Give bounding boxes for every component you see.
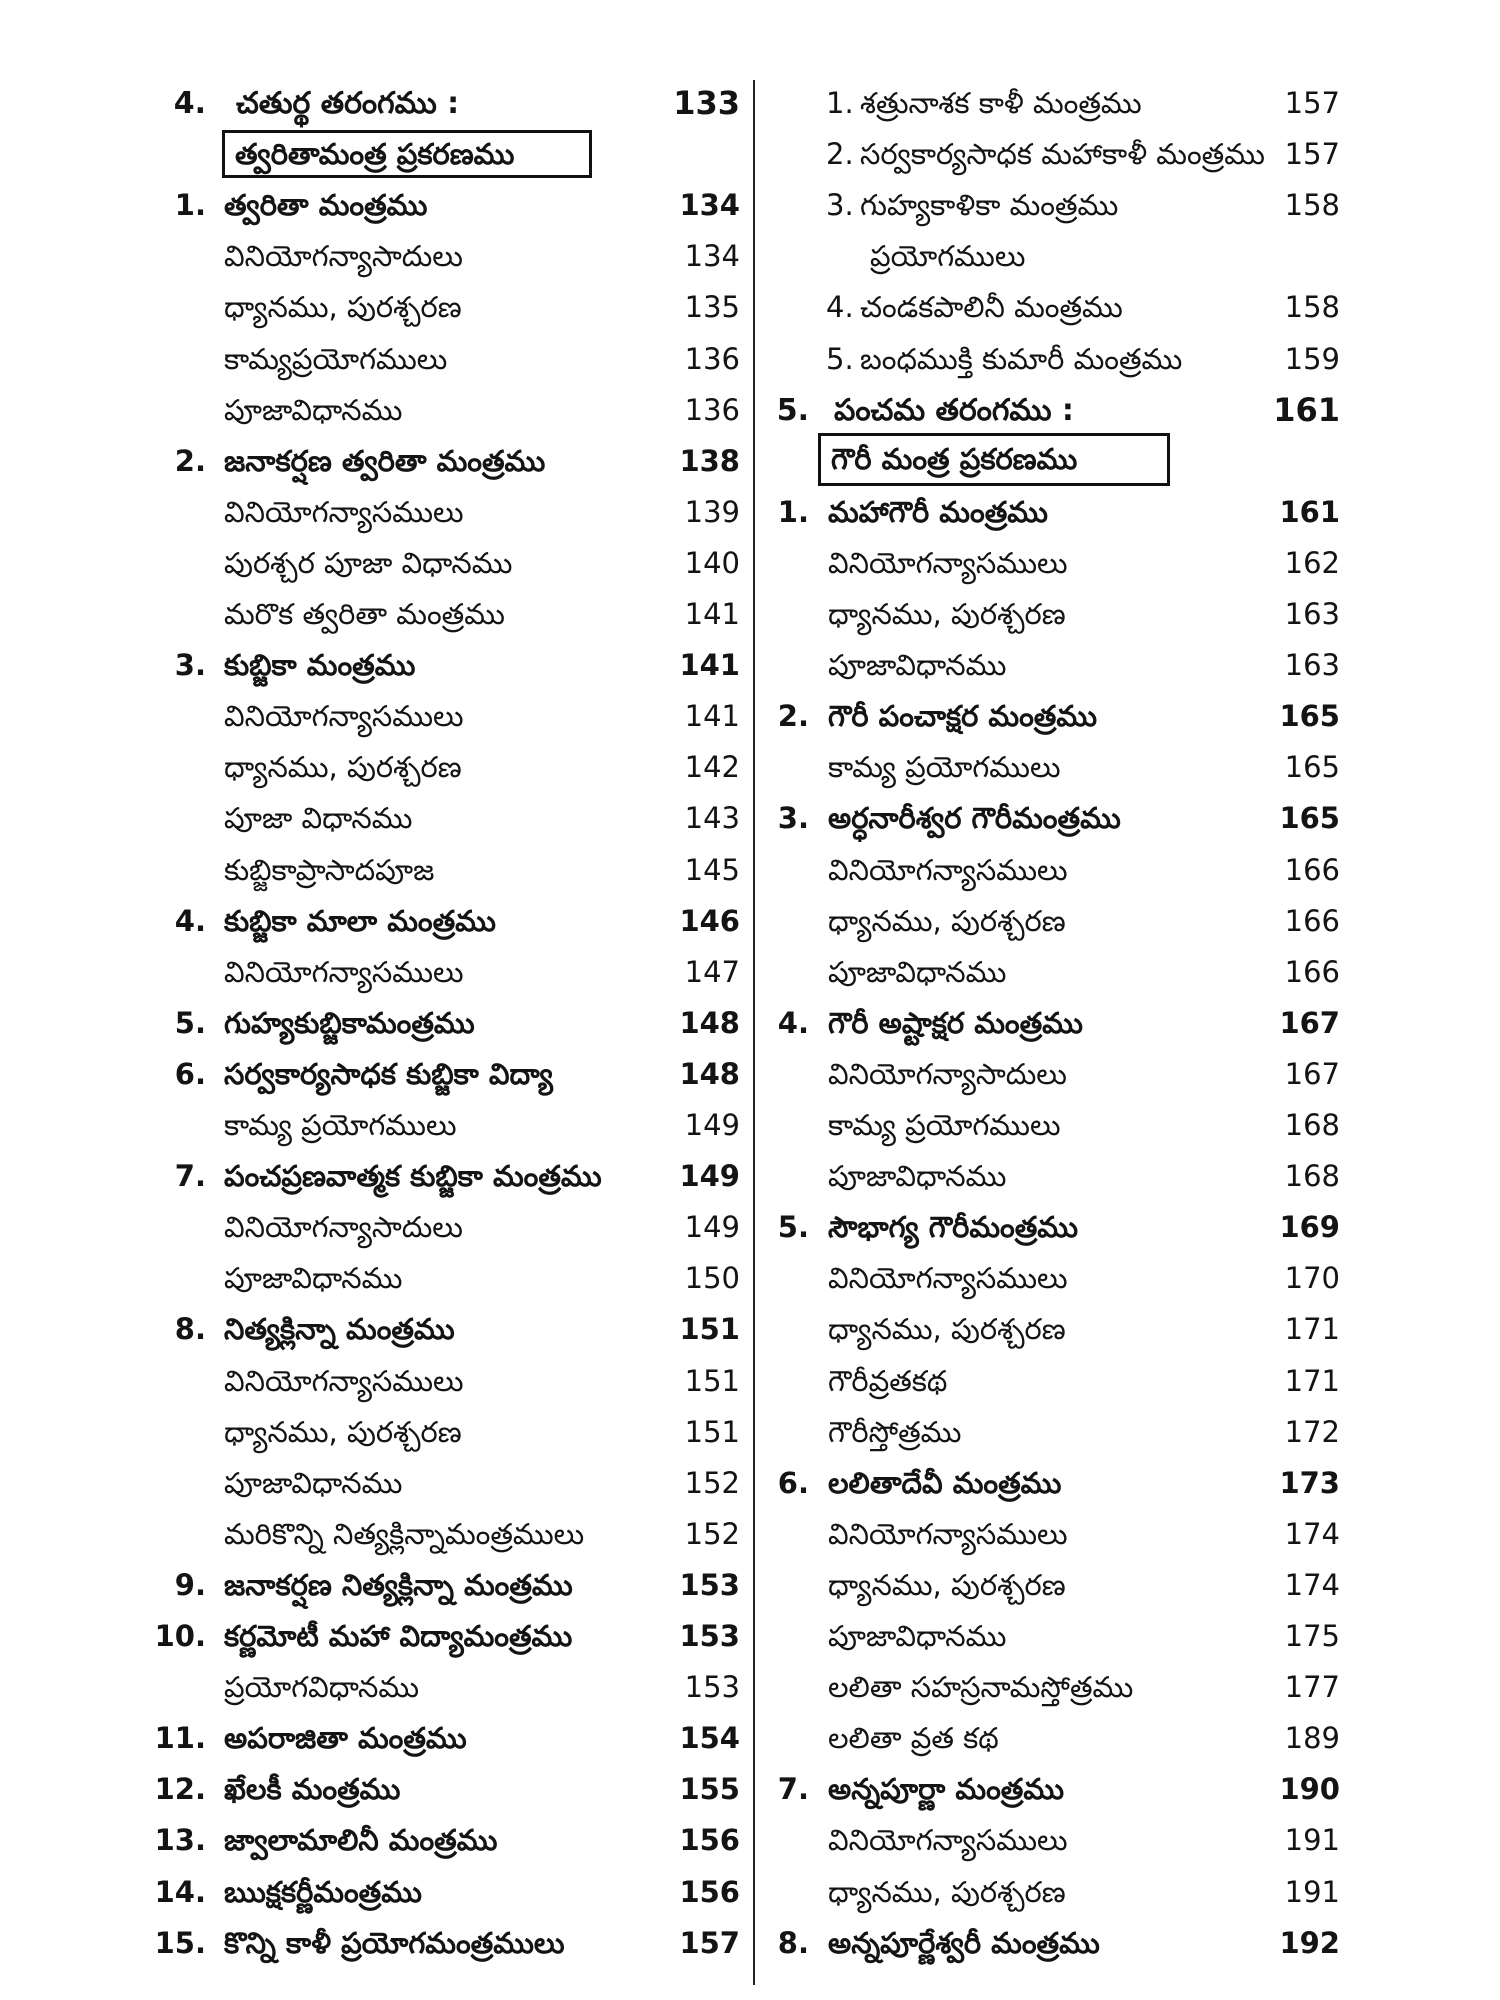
entry-page: 172 <box>1284 1414 1340 1449</box>
entry-page: 162 <box>1284 545 1340 580</box>
entry-number: 13. <box>154 1823 206 1858</box>
entry-title: కుబ్జికా మంత్రము <box>224 648 416 683</box>
entry-title: ధ్యానము, పురశ్చరణ <box>828 1312 1066 1347</box>
entry-page: 167 <box>1279 1005 1340 1040</box>
toc-entry <box>754 1713 1500 1764</box>
toc-entry <box>754 589 1500 640</box>
entry-page: 163 <box>1284 648 1340 683</box>
entry-page: 151 <box>679 1312 740 1347</box>
entry-title: కామ్య ప్రయోగములు <box>828 750 1061 785</box>
toc-entry <box>0 1202 754 1253</box>
entry-title: వినియోగన్యాసములు <box>224 494 464 529</box>
toc-entry <box>0 998 754 1049</box>
entry-number: 4. <box>826 290 854 325</box>
toc-entry <box>754 231 1500 282</box>
entry-number: 3. <box>826 188 854 223</box>
toc-entry <box>0 1407 754 1458</box>
toc-entry <box>754 1253 1500 1304</box>
entry-title: పూజావిధానము <box>224 1465 403 1500</box>
entry-title: పూజావిధానము <box>828 954 1007 989</box>
entry-number: 7. <box>174 1159 206 1194</box>
chapter-page: 161 <box>1273 390 1340 429</box>
toc-entry <box>754 998 1500 1049</box>
entry-number: 5. <box>826 341 854 376</box>
entry-page: 169 <box>1279 1210 1340 1245</box>
entry-number: 8. <box>777 1925 809 1960</box>
toc-entry <box>0 231 754 282</box>
entry-page: 135 <box>684 290 740 325</box>
entry-title: వినియోగన్యాసములు <box>224 954 464 989</box>
entry-title: గౌరీ అష్టాక్షర మంత్రము <box>828 1005 1083 1040</box>
entry-title: కామ్య ప్రయోగములు <box>224 1108 457 1142</box>
entry-number: 6. <box>777 1465 809 1500</box>
toc-entry <box>754 1611 1500 1662</box>
entry-page: 136 <box>684 392 740 427</box>
entry-page: 192 <box>1279 1925 1340 1960</box>
chapter-number: 5. <box>776 392 809 428</box>
toc-entry <box>0 538 754 589</box>
entry-number: 3. <box>777 801 809 836</box>
entry-page: 156 <box>679 1823 740 1858</box>
entry-page: 163 <box>1284 597 1340 631</box>
toc-entry <box>754 640 1500 691</box>
chapter-number: 4. <box>173 86 206 121</box>
entry-title: మరికొన్ని నిత్యక్లిన్నామంత్రములు <box>224 1516 585 1551</box>
entry-title: ధ్యానము, పురశ్చరణ <box>828 1874 1066 1909</box>
toc-entry <box>0 282 754 333</box>
entry-title: గౌరీ పంచాక్షర మంత్రము <box>828 699 1098 734</box>
entry-page: 146 <box>679 903 740 938</box>
entry-page: 149 <box>679 1159 740 1194</box>
toc-entry <box>754 129 1500 180</box>
toc-entry <box>754 1151 1500 1202</box>
entry-page: 158 <box>1284 290 1340 325</box>
entry-title: ఋక్షకర్ణీమంత్రము <box>224 1874 422 1909</box>
entry-title: గౌరీవ్రతకథ <box>828 1363 948 1398</box>
entry-page: 142 <box>684 750 740 785</box>
entry-number: 3. <box>174 648 206 683</box>
right-column <box>754 0 1500 2000</box>
toc-entry <box>754 845 1500 896</box>
toc-entry <box>0 1918 754 1969</box>
entry-page: 154 <box>679 1721 740 1756</box>
entry-page: 190 <box>1279 1772 1340 1807</box>
entry-page: 134 <box>684 239 740 274</box>
entry-page: 171 <box>1284 1363 1340 1398</box>
chapter-page: 133 <box>673 84 740 122</box>
toc-entry <box>0 896 754 947</box>
entry-page: 177 <box>1284 1670 1340 1705</box>
toc-entry <box>754 793 1500 844</box>
entry-title: జనాకర్షణ త్వరితా మంత్రము <box>224 443 546 478</box>
entry-page: 161 <box>1279 494 1340 529</box>
entry-title: జ్వాలామాలినీ మంత్రము <box>224 1823 498 1858</box>
entry-title: వినియోగన్యాసములు <box>828 1823 1068 1858</box>
entry-title: జనాకర్షణ నిత్యక్లిన్నా మంత్రము <box>224 1567 573 1602</box>
toc-entry <box>754 1662 1500 1713</box>
entry-number: 8. <box>174 1312 206 1347</box>
entry-title: పురశ్చర పూజా విధానము <box>224 545 513 580</box>
entry-number: 15. <box>154 1925 206 1960</box>
entry-title: ఖేలకీ మంత్రము <box>224 1772 401 1807</box>
entry-page: 166 <box>1284 954 1340 989</box>
toc-entry <box>0 640 754 691</box>
toc-entry <box>0 180 754 231</box>
entry-title: కుబ్జికాప్రాసాదపూజ <box>224 852 435 887</box>
entry-page: 156 <box>679 1874 740 1909</box>
entry-title: మహాగౌరీ మంత్రము <box>828 494 1048 529</box>
toc-entry <box>0 1458 754 1509</box>
entry-page: 145 <box>684 852 740 887</box>
entry-title: పూజావిధానము <box>828 1159 1007 1194</box>
entry-page: 138 <box>679 443 740 478</box>
entry-title: సర్వకార్యసాధక కుబ్జికా విద్యా <box>224 1056 553 1091</box>
entry-title: వినియోగన్యాసములు <box>828 852 1068 887</box>
entry-title: ధ్యానము, పురశ్చరణ <box>224 290 462 325</box>
entry-page: 168 <box>1284 1159 1340 1194</box>
entry-page: 174 <box>1284 1567 1340 1602</box>
entry-title: వినియోగన్యాసములు <box>224 1363 464 1398</box>
entry-title: కర్ణమోటీ మహా విద్యామంత్రము <box>224 1619 573 1653</box>
toc-entry <box>0 1560 754 1611</box>
entry-page: 167 <box>1284 1056 1340 1091</box>
toc-entry <box>0 845 754 896</box>
chapter-heading <box>754 385 1500 436</box>
entry-title: అపరాజితా మంత్రము <box>224 1721 467 1756</box>
entry-number: 2. <box>174 443 206 478</box>
entry-page: 159 <box>1284 341 1340 376</box>
toc-entry <box>754 538 1500 589</box>
entry-page: 153 <box>679 1567 740 1602</box>
entry-title: గౌరీస్తోత్రము <box>828 1414 962 1449</box>
toc-entry <box>0 742 754 793</box>
entry-page: 136 <box>684 341 740 376</box>
entry-number: 1. <box>174 188 206 223</box>
toc-entry <box>754 282 1500 333</box>
toc-entry <box>0 1662 754 1713</box>
entry-page: 173 <box>1279 1465 1340 1500</box>
toc-entry <box>0 1049 754 1100</box>
toc-entry <box>754 1407 1500 1458</box>
entry-number: 4. <box>777 1005 809 1040</box>
entry-page: 148 <box>679 1005 740 1040</box>
entry-page: 140 <box>684 545 740 580</box>
entry-title: ధ్యానము, పురశ్చరణ <box>828 1567 1066 1602</box>
entry-number: 4. <box>174 903 206 938</box>
entry-title: మరొక త్వరితా మంత్రము <box>224 597 505 631</box>
entry-title: బంధముక్తి కుమారీ మంత్రము <box>860 341 1183 376</box>
toc-entry <box>0 1867 754 1918</box>
entry-title: ప్రయోగములు <box>870 239 1026 274</box>
entry-title: పంచప్రణవాత్మక కుబ్జికా మంత్రము <box>224 1159 602 1194</box>
toc-entry <box>0 691 754 742</box>
entry-title: గుహ్యకాళికా మంత్రము <box>860 188 1119 223</box>
entry-title: కుబ్జికా మాలా మంత్రము <box>224 903 496 938</box>
entry-page: 165 <box>1284 750 1340 785</box>
entry-title: కొన్ని కాళీ ప్రయోగమంత్రములు <box>224 1925 565 1960</box>
toc-entry <box>0 589 754 640</box>
entry-page: 158 <box>1284 188 1340 223</box>
entry-page: 157 <box>679 1925 740 1960</box>
entry-title: వినియోగన్యాసాదులు <box>828 1056 1067 1091</box>
toc-entry <box>0 385 754 436</box>
entry-page: 166 <box>1284 852 1340 887</box>
entry-page: 153 <box>679 1619 740 1653</box>
entry-title: గుహ్యకుబ్జికామంత్రము <box>224 1005 475 1040</box>
toc-entry <box>754 78 1500 129</box>
entry-page: 152 <box>684 1465 740 1500</box>
entry-title: అన్నపూర్ణేశ్వరీ మంత్రము <box>828 1925 1100 1960</box>
entry-page: 141 <box>684 597 740 631</box>
entry-page: 157 <box>1284 137 1340 172</box>
entry-page: 143 <box>684 801 740 836</box>
entry-title: శత్రునాశక కాళీ మంత్రము <box>860 86 1142 120</box>
entry-page: 170 <box>1284 1261 1340 1296</box>
toc-entry <box>0 1764 754 1815</box>
entry-title: పూజావిధానము <box>828 1619 1007 1653</box>
entry-title: సౌభాగ్య గౌరీమంత్రము <box>828 1210 1078 1245</box>
entry-page: 148 <box>679 1056 740 1091</box>
entry-title: లలితాదేవీ మంత్రము <box>828 1465 1062 1500</box>
entry-page: 149 <box>684 1210 740 1245</box>
toc-entry <box>754 896 1500 947</box>
entry-number: 2. <box>826 137 854 172</box>
entry-number: 12. <box>154 1772 206 1807</box>
entry-title: లలితా సహస్రనామస్తోత్రము <box>828 1670 1134 1705</box>
entry-page: 189 <box>1284 1721 1340 1756</box>
entry-page: 191 <box>1284 1874 1340 1909</box>
toc-entry <box>0 1815 754 1866</box>
section-title: గౌరీ మంత్ర ప్రకరణము <box>831 442 1078 476</box>
entry-title: వినియోగన్యాసాదులు <box>224 1210 463 1245</box>
toc-entry <box>754 947 1500 998</box>
toc-entry <box>0 487 754 538</box>
toc-entry <box>754 1560 1500 1611</box>
entry-page: 175 <box>1284 1619 1340 1653</box>
entry-page: 165 <box>1279 699 1340 734</box>
toc-entry <box>0 1304 754 1355</box>
entry-number: 10. <box>154 1619 206 1653</box>
toc-entry <box>0 1509 754 1560</box>
toc-entry <box>754 1918 1500 1969</box>
entry-title: చండకపాలినీ మంత్రము <box>860 290 1123 325</box>
entry-number: 14. <box>154 1874 206 1909</box>
toc-entry <box>754 1867 1500 1918</box>
toc-entry <box>754 1815 1500 1866</box>
entry-title: వినియోగన్యాసములు <box>828 545 1068 580</box>
entry-page: 174 <box>1284 1516 1340 1551</box>
entry-page: 151 <box>684 1414 740 1449</box>
entry-title: పూజావిధానము <box>224 1261 403 1296</box>
entry-title: కామ్య ప్రయోగములు <box>828 1108 1061 1142</box>
entry-title: కామ్యప్రయోగములు <box>224 341 448 376</box>
entry-title: లలితా వ్రత కథ <box>828 1721 999 1756</box>
chapter-title: పంచమ తరంగము : <box>834 392 1074 428</box>
entry-page: 168 <box>1284 1108 1340 1142</box>
toc-entry <box>754 1304 1500 1355</box>
toc-entry <box>754 487 1500 538</box>
entry-title: నిత్యక్లిన్నా మంత్రము <box>224 1312 455 1347</box>
entry-title: అర్ధనారీశ్వర గౌరీమంత్రము <box>828 801 1121 836</box>
entry-number: 11. <box>154 1721 206 1756</box>
toc-entry <box>0 1253 754 1304</box>
toc-entry <box>754 334 1500 385</box>
entry-title: అన్నపూర్ణా మంత్రము <box>828 1772 1065 1807</box>
toc-entry <box>754 1509 1500 1560</box>
section-title-box <box>818 433 1170 486</box>
entry-page: 141 <box>684 699 740 734</box>
entry-page: 166 <box>1284 903 1340 938</box>
entry-page: 149 <box>684 1108 740 1142</box>
entry-title: పూజా విధానము <box>224 801 413 836</box>
entry-page: 151 <box>684 1363 740 1398</box>
section-title-box <box>222 130 592 178</box>
entry-title: పూజావిధానము <box>828 648 1007 683</box>
toc-entry <box>754 742 1500 793</box>
chapter-heading <box>0 78 754 129</box>
entry-page: 155 <box>679 1772 740 1807</box>
section-title: త్వరితామంత్ర ప్రకరణము <box>235 137 515 171</box>
entry-page: 152 <box>684 1516 740 1551</box>
entry-number: 1. <box>777 494 809 529</box>
toc-entry <box>754 691 1500 742</box>
toc-entry <box>754 1458 1500 1509</box>
toc-entry <box>0 1611 754 1662</box>
toc-entry <box>0 334 754 385</box>
entry-title: ప్రయోగవిధానము <box>224 1670 420 1705</box>
entry-page: 191 <box>1284 1823 1340 1858</box>
entry-page: 165 <box>1279 801 1340 836</box>
entry-number: 9. <box>174 1567 206 1602</box>
entry-number: 1. <box>826 86 854 120</box>
entry-title: ధ్యానము, పురశ్చరణ <box>224 750 462 785</box>
entry-title: పూజావిధానము <box>224 392 403 427</box>
entry-title: ధ్యానము, పురశ్చరణ <box>828 903 1066 938</box>
entry-number: 7. <box>777 1772 809 1807</box>
entry-page: 134 <box>679 188 740 223</box>
entry-title: సర్వకార్యసాధక మహాకాళీ మంత్రము <box>860 137 1265 172</box>
entry-page: 139 <box>684 494 740 529</box>
entry-number: 5. <box>174 1005 206 1040</box>
toc-entry <box>0 1100 754 1151</box>
toc-entry <box>754 1049 1500 1100</box>
toc-entry <box>754 1202 1500 1253</box>
entry-number: 2. <box>777 699 809 734</box>
entry-title: వినియోగన్యాసములు <box>224 699 464 734</box>
entry-number: 6. <box>174 1056 206 1091</box>
entry-title: వినియోగన్యాసాదులు <box>224 239 463 274</box>
toc-entry <box>0 947 754 998</box>
toc-entry <box>754 1356 1500 1407</box>
entry-title: త్వరితా మంత్రము <box>224 188 428 223</box>
entry-title: ధ్యానము, పురశ్చరణ <box>224 1414 462 1449</box>
entry-title: వినియోగన్యాసములు <box>828 1261 1068 1296</box>
entry-number: 5. <box>777 1210 809 1245</box>
toc-entry <box>754 180 1500 231</box>
entry-page: 150 <box>684 1261 740 1296</box>
toc-entry <box>0 793 754 844</box>
chapter-title: చతుర్థ తరంగము : <box>236 86 460 121</box>
toc-entry <box>0 1356 754 1407</box>
entry-page: 171 <box>1284 1312 1340 1347</box>
toc-entry <box>0 436 754 487</box>
entry-page: 153 <box>684 1670 740 1705</box>
toc-entry <box>754 1100 1500 1151</box>
entry-page: 141 <box>679 648 740 683</box>
toc-entry <box>754 1764 1500 1815</box>
entry-title: ధ్యానము, పురశ్చరణ <box>828 597 1066 631</box>
entry-page: 147 <box>684 954 740 989</box>
toc-entry <box>0 1713 754 1764</box>
entry-title: వినియోగన్యాసములు <box>828 1516 1068 1551</box>
toc-entry <box>0 1151 754 1202</box>
entry-page: 157 <box>1284 86 1340 120</box>
